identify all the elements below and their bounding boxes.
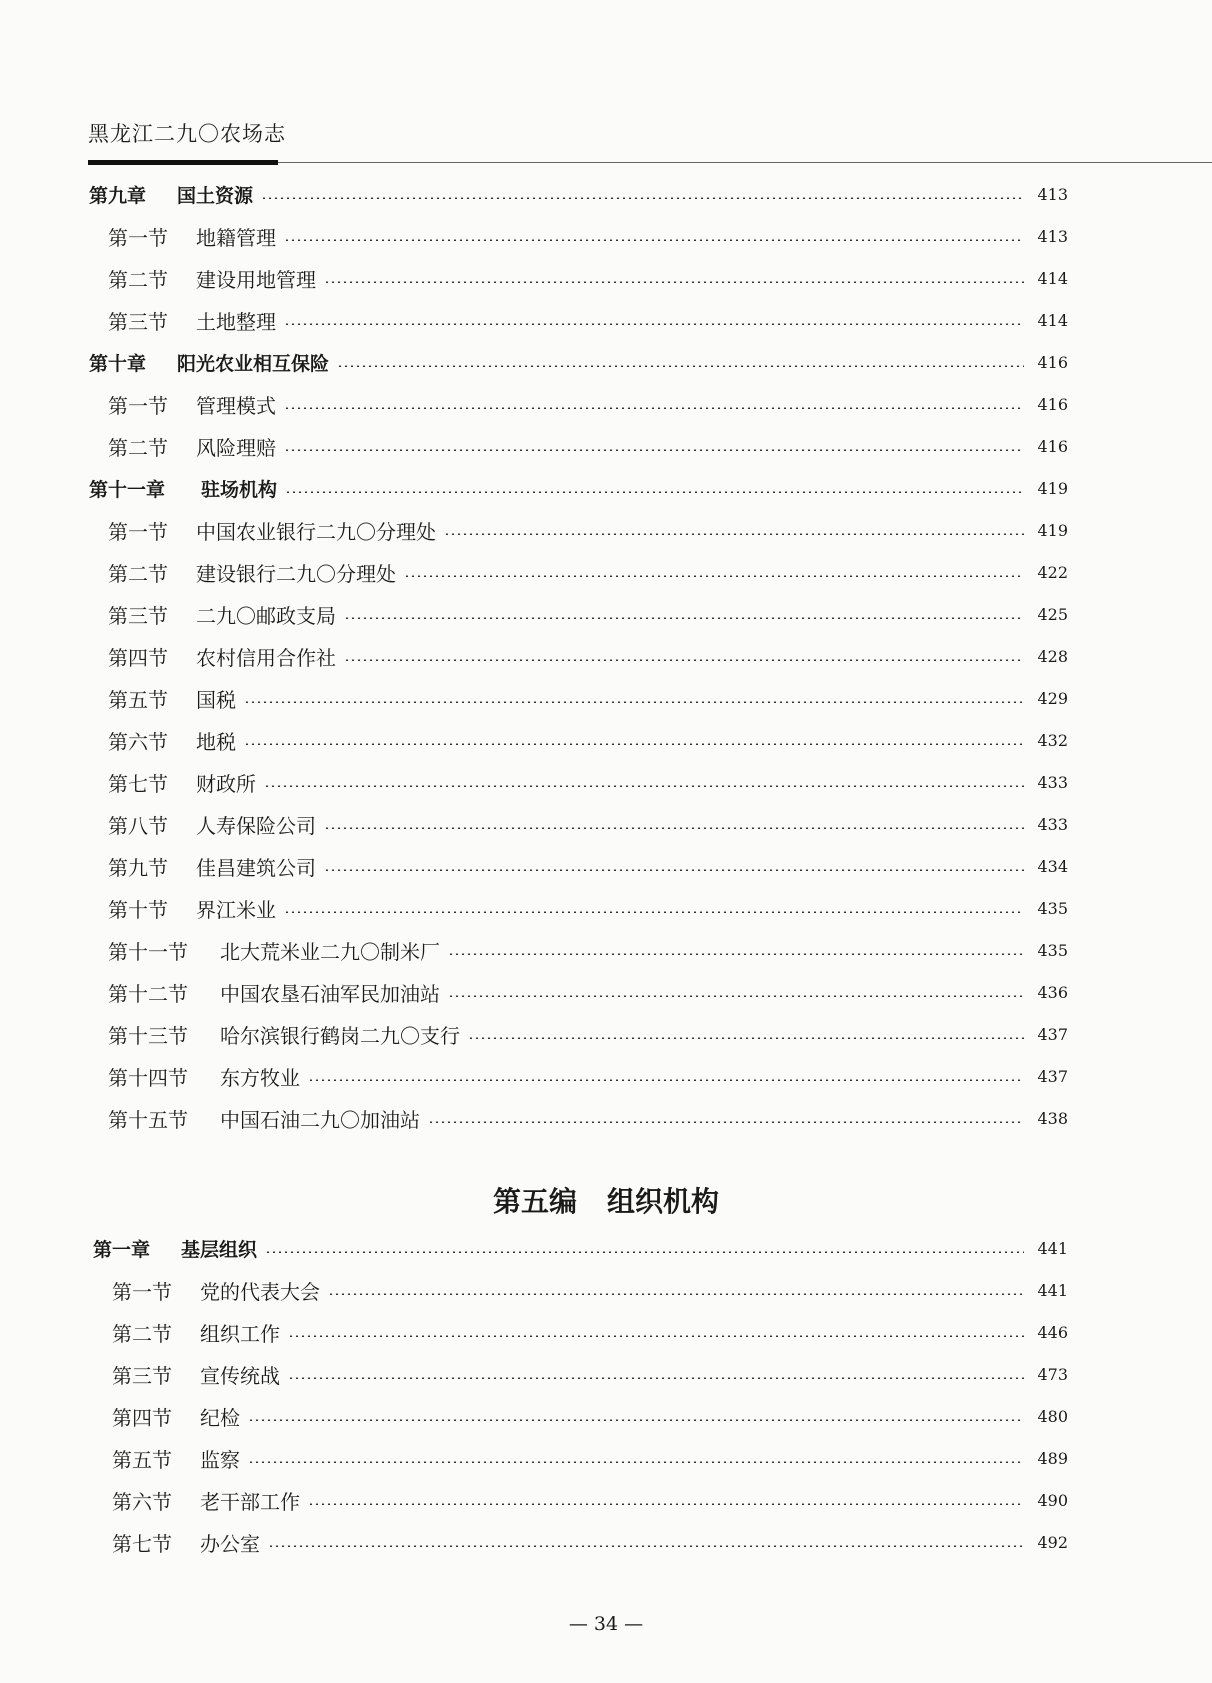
toc-entry-title: 党的代表大会	[200, 1279, 320, 1304]
dot-leader	[448, 995, 1024, 997]
toc-entry-page: 429	[1037, 688, 1068, 708]
part-heading	[0, 1180, 1212, 1220]
dot-leader	[248, 1461, 1024, 1463]
dot-leader	[248, 1419, 1024, 1421]
toc-entry-number: 第七节	[108, 771, 168, 796]
toc-section-entry[interactable]	[108, 305, 1068, 335]
toc-entry-page: 490	[1037, 1490, 1068, 1510]
toc-entry-number: 第五节	[112, 1447, 172, 1472]
toc-section-entry[interactable]	[108, 1061, 1068, 1091]
dot-leader	[468, 1037, 1024, 1039]
toc-entry-page: 438	[1037, 1108, 1068, 1128]
dot-leader	[244, 743, 1024, 745]
toc-entry-page: 435	[1037, 940, 1068, 960]
toc-entry-title: 土地整理	[196, 309, 276, 334]
toc-entry-page: 435	[1037, 898, 1068, 918]
toc-entry-number: 第一节	[112, 1279, 172, 1304]
dot-leader	[268, 1545, 1024, 1547]
toc-section-entry[interactable]	[108, 221, 1068, 251]
toc-entry-title: 基层组织	[181, 1238, 258, 1261]
toc-entry-page: 416	[1037, 352, 1068, 372]
toc-entry-page: 433	[1037, 814, 1068, 834]
toc-section-entry[interactable]	[108, 977, 1068, 1007]
toc-entry-number: 第六节	[108, 729, 168, 754]
toc-entry-number: 第一章	[93, 1238, 151, 1261]
toc-entry-title: 宣传统战	[200, 1363, 280, 1388]
toc-entry-number: 第三节	[112, 1363, 172, 1388]
toc-entry-number: 第十一节	[108, 939, 188, 964]
dot-leader	[444, 533, 1024, 535]
toc-entry-page: 441	[1037, 1238, 1068, 1258]
toc-entry-title: 建设银行二九〇分理处	[196, 561, 396, 586]
dot-leader	[324, 827, 1024, 829]
dot-leader	[284, 911, 1024, 913]
dot-leader	[324, 869, 1024, 871]
toc-entry-page: 414	[1037, 268, 1068, 288]
toc-section-entry[interactable]	[112, 1359, 1068, 1389]
dot-leader	[344, 617, 1024, 619]
toc-entry-page: 489	[1037, 1448, 1068, 1468]
toc-entry-page: 492	[1037, 1532, 1068, 1552]
toc-section-entry[interactable]	[108, 515, 1068, 545]
dot-leader	[284, 239, 1024, 241]
toc-entry-number: 第十节	[108, 897, 168, 922]
dot-leader	[428, 1121, 1024, 1123]
dot-leader	[308, 1503, 1024, 1505]
toc-section-entry[interactable]	[108, 641, 1068, 671]
toc-chapter-entry[interactable]	[89, 473, 1068, 503]
toc-entry-title: 管理模式	[196, 393, 276, 418]
toc-entry-number: 第十二节	[108, 981, 188, 1006]
toc-entry-page: 441	[1037, 1280, 1068, 1300]
toc-entry-title: 监察	[200, 1447, 240, 1472]
toc-entry-page: 419	[1037, 478, 1068, 498]
part-title: 组织机构	[607, 1185, 720, 1218]
toc-chapter-entry[interactable]	[93, 1233, 1068, 1263]
toc-section-entry[interactable]	[108, 767, 1068, 797]
toc-entry-title: 北大荒米业二九〇制米厂	[220, 939, 440, 964]
toc-entry-title: 佳昌建筑公司	[196, 855, 316, 880]
toc-entry-title: 二九〇邮政支局	[196, 603, 336, 628]
toc-section-entry[interactable]	[108, 557, 1068, 587]
dot-leader	[284, 449, 1024, 451]
toc-entry-page: 419	[1037, 520, 1068, 540]
toc-entry-number: 第六节	[112, 1489, 172, 1514]
toc-section-entry[interactable]	[112, 1485, 1068, 1515]
toc-section-entry[interactable]	[112, 1401, 1068, 1431]
toc-entry-number: 第十章	[89, 352, 147, 375]
toc-chapter-entry[interactable]	[89, 179, 1068, 209]
toc-entry-number: 第二节	[108, 435, 168, 460]
toc-entry-title: 财政所	[196, 771, 256, 796]
dot-leader	[244, 701, 1024, 703]
dot-leader	[308, 1079, 1024, 1081]
toc-entry-title: 风险理赔	[196, 435, 276, 460]
toc-section-entry[interactable]	[112, 1317, 1068, 1347]
toc-entry-number: 第九章	[89, 184, 147, 207]
toc-entry-title: 农村信用合作社	[196, 645, 336, 670]
toc-section-entry[interactable]	[108, 683, 1068, 713]
dot-leader	[288, 1335, 1024, 1337]
toc-entry-page: 480	[1037, 1406, 1068, 1426]
dot-leader	[337, 365, 1024, 367]
toc-section-entry[interactable]	[108, 599, 1068, 629]
dot-leader	[265, 1251, 1024, 1253]
toc-entry-number: 第三节	[108, 309, 168, 334]
toc-entry-page: 413	[1037, 184, 1068, 204]
running-head-title: 黑龙江二九〇农场志	[88, 122, 286, 146]
toc-entry-title: 地税	[196, 729, 236, 754]
dot-leader	[324, 281, 1024, 283]
toc-entry-title: 哈尔滨银行鹤岗二九〇支行	[220, 1023, 460, 1048]
toc-entry-page: 413	[1037, 226, 1068, 246]
dot-leader	[328, 1293, 1024, 1295]
toc-entry-number: 第一节	[108, 519, 168, 544]
toc-entry-number: 第二节	[108, 561, 168, 586]
toc-entry-title: 组织工作	[200, 1321, 280, 1346]
toc-entry-page: 416	[1037, 394, 1068, 414]
dot-leader	[448, 953, 1024, 955]
toc-entry-number: 第四节	[108, 645, 168, 670]
toc-entry-title: 纪检	[200, 1405, 240, 1430]
toc-entry-page: 433	[1037, 772, 1068, 792]
toc-entry-number: 第五节	[108, 687, 168, 712]
toc-entry-number: 第一节	[108, 393, 168, 418]
toc-section-entry[interactable]	[108, 1019, 1068, 1049]
header-rule-thick	[88, 160, 278, 165]
toc-entry-page: 437	[1037, 1066, 1068, 1086]
header-rule-thin	[278, 162, 1212, 163]
toc-entry-number: 第十一章	[89, 478, 166, 501]
page-number: — 34 —	[568, 1613, 644, 1635]
toc-entry-page: 436	[1037, 982, 1068, 1002]
toc-section-entry[interactable]	[108, 809, 1068, 839]
part-number: 第五编	[492, 1185, 577, 1218]
toc-entry-title: 东方牧业	[220, 1065, 300, 1090]
toc-entry-number: 第二节	[112, 1321, 172, 1346]
dot-leader	[284, 407, 1024, 409]
toc-section-entry[interactable]	[108, 851, 1068, 881]
toc-entry-page: 428	[1037, 646, 1068, 666]
toc-entry-number: 第十四节	[108, 1065, 188, 1090]
toc-entry-title: 界江米业	[196, 897, 276, 922]
toc-section-entry[interactable]	[112, 1527, 1068, 1557]
toc-entry-page: 437	[1037, 1024, 1068, 1044]
toc-entry-title: 建设用地管理	[196, 267, 316, 292]
toc-entry-number: 第九节	[108, 855, 168, 880]
toc-section-entry[interactable]	[112, 1275, 1068, 1305]
toc-section-entry[interactable]	[112, 1443, 1068, 1473]
dot-leader	[344, 659, 1024, 661]
dot-leader	[264, 785, 1024, 787]
toc-entry-page: 432	[1037, 730, 1068, 750]
dot-leader	[261, 197, 1024, 199]
toc-entry-page: 414	[1037, 310, 1068, 330]
dot-leader	[285, 491, 1024, 493]
dot-leader	[284, 323, 1024, 325]
toc-entry-number: 第一节	[108, 225, 168, 250]
dot-leader	[404, 575, 1024, 577]
toc-entry-title: 地籍管理	[196, 225, 276, 250]
toc-entry-page: 446	[1037, 1322, 1068, 1342]
toc-entry-title: 办公室	[200, 1531, 260, 1556]
toc-section-entry[interactable]	[108, 893, 1068, 923]
toc-entry-page: 422	[1037, 562, 1068, 582]
toc-entry-title: 中国石油二九〇加油站	[220, 1107, 420, 1132]
toc-entry-title: 中国农业银行二九〇分理处	[196, 519, 436, 544]
toc-entry-title: 国土资源	[177, 184, 254, 207]
toc-entry-title: 中国农垦石油军民加油站	[220, 981, 440, 1006]
toc-section-entry[interactable]	[108, 431, 1068, 461]
toc-entry-number: 第十五节	[108, 1107, 188, 1132]
toc-entry-title: 国税	[196, 687, 236, 712]
toc-entry-page: 473	[1037, 1364, 1068, 1384]
toc-entry-title: 驻场机构	[201, 478, 278, 501]
toc-section-entry[interactable]	[108, 935, 1068, 965]
toc-entry-title: 老干部工作	[200, 1489, 300, 1514]
toc-entry-number: 第二节	[108, 267, 168, 292]
toc-entry-title: 阳光农业相互保险	[177, 352, 330, 375]
toc-entry-page: 425	[1037, 604, 1068, 624]
toc-chapter-entry[interactable]	[89, 347, 1068, 377]
dot-leader	[288, 1377, 1024, 1379]
toc-section-entry[interactable]	[108, 725, 1068, 755]
toc-entry-number: 第七节	[112, 1531, 172, 1556]
toc-entry-number: 第八节	[108, 813, 168, 838]
toc-section-entry[interactable]	[108, 263, 1068, 293]
toc-entry-title: 人寿保险公司	[196, 813, 316, 838]
toc-entry-number: 第三节	[108, 603, 168, 628]
toc-entry-page: 434	[1037, 856, 1068, 876]
toc-entry-number: 第四节	[112, 1405, 172, 1430]
toc-section-entry[interactable]	[108, 389, 1068, 419]
toc-section-entry[interactable]	[108, 1103, 1068, 1133]
toc-entry-number: 第十三节	[108, 1023, 188, 1048]
toc-entry-page: 416	[1037, 436, 1068, 456]
